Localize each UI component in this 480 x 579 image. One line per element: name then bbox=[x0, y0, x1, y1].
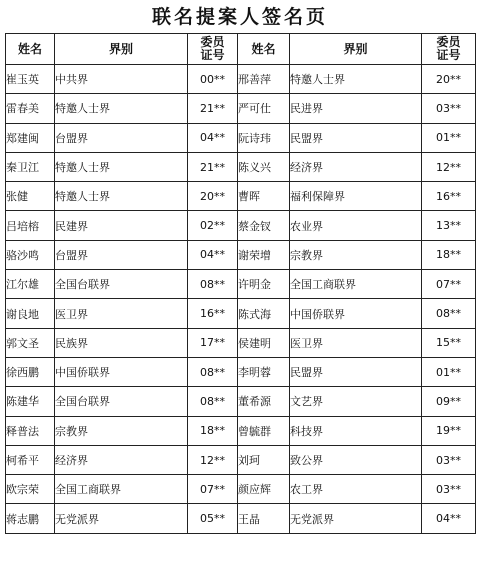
table-row bbox=[6, 328, 476, 357]
right-member-name-cell: 侯建明 bbox=[238, 328, 290, 357]
right-member-sector-cell: 民进界 bbox=[290, 94, 422, 123]
right-member-sector-cell: 中国侨联界 bbox=[290, 299, 422, 328]
left-member-name-cell: 张健 bbox=[6, 182, 55, 211]
table-row bbox=[6, 211, 476, 240]
right-member-sector-cell: 福利保障界 bbox=[290, 182, 422, 211]
right-member-name-cell: 蔡金钗 bbox=[238, 211, 290, 240]
left-member-name-cell: 崔玉英 bbox=[6, 65, 55, 94]
left-member-name-cell: 秦卫江 bbox=[6, 152, 55, 181]
right-member-name-cell: 严可仕 bbox=[238, 94, 290, 123]
right-member-name-cell: 颜应辉 bbox=[238, 475, 290, 504]
left-member-name-cell: 陈建华 bbox=[6, 387, 55, 416]
right-member-id-cell: 13** bbox=[422, 211, 476, 240]
right-member-id-cell: 03** bbox=[422, 475, 476, 504]
left-member-sector-cell: 全国工商联界 bbox=[55, 475, 188, 504]
left-member-name-cell: 吕培榕 bbox=[6, 211, 55, 240]
right-member-name-cell: 阮诗玮 bbox=[238, 123, 290, 152]
left-member-id-cell: 02** bbox=[188, 211, 238, 240]
right-member-name-cell: 曾毓群 bbox=[238, 416, 290, 445]
table-row bbox=[6, 94, 476, 123]
header-id-left bbox=[188, 34, 238, 65]
table-row bbox=[6, 299, 476, 328]
table-row bbox=[6, 387, 476, 416]
left-member-sector-cell: 医卫界 bbox=[55, 299, 188, 328]
right-member-name-cell: 曹晖 bbox=[238, 182, 290, 211]
table-row bbox=[6, 152, 476, 181]
right-member-sector-cell: 农业界 bbox=[290, 211, 422, 240]
right-member-id-cell: 07** bbox=[422, 270, 476, 299]
right-member-id-cell: 01** bbox=[422, 123, 476, 152]
left-member-id-cell: 07** bbox=[188, 475, 238, 504]
left-member-sector-cell: 中共界 bbox=[55, 65, 188, 94]
left-member-id-cell: 12** bbox=[188, 445, 238, 474]
table-row bbox=[6, 416, 476, 445]
left-member-id-cell: 21** bbox=[188, 152, 238, 181]
right-member-name-cell: 李明蓉 bbox=[238, 357, 290, 386]
right-member-sector-cell: 医卫界 bbox=[290, 328, 422, 357]
right-member-name-cell: 董希源 bbox=[238, 387, 290, 416]
signature-table bbox=[5, 33, 476, 534]
header-row bbox=[6, 34, 476, 65]
right-member-id-cell: 20** bbox=[422, 65, 476, 94]
table-row bbox=[6, 445, 476, 474]
right-member-sector-cell: 全国工商联界 bbox=[290, 270, 422, 299]
left-member-sector-cell: 民建界 bbox=[55, 211, 188, 240]
left-member-sector-cell: 台盟界 bbox=[55, 240, 188, 269]
right-member-id-cell: 15** bbox=[422, 328, 476, 357]
left-member-name-cell: 江尔雄 bbox=[6, 270, 55, 299]
left-member-sector-cell: 全国台联界 bbox=[55, 387, 188, 416]
right-member-id-cell: 03** bbox=[422, 445, 476, 474]
right-member-id-cell: 08** bbox=[422, 299, 476, 328]
header-id-line2: 证号 bbox=[200, 48, 225, 62]
left-member-id-cell: 08** bbox=[188, 270, 238, 299]
right-member-id-cell: 12** bbox=[422, 152, 476, 181]
left-member-name-cell: 柯希平 bbox=[6, 445, 55, 474]
left-member-sector-cell: 无党派界 bbox=[55, 504, 188, 533]
table-row bbox=[6, 240, 476, 269]
header-id-right bbox=[422, 34, 476, 65]
left-member-sector-cell: 经济界 bbox=[55, 445, 188, 474]
right-member-sector-cell: 宗教界 bbox=[290, 240, 422, 269]
right-member-id-cell: 04** bbox=[422, 504, 476, 533]
table-row bbox=[6, 270, 476, 299]
header-id-line2: 证号 bbox=[436, 48, 461, 62]
left-member-name-cell: 谢良地 bbox=[6, 299, 55, 328]
right-member-id-cell: 19** bbox=[422, 416, 476, 445]
left-member-sector-cell: 特邀人士界 bbox=[55, 94, 188, 123]
left-member-id-cell: 21** bbox=[188, 94, 238, 123]
table-row bbox=[6, 504, 476, 533]
left-member-id-cell: 04** bbox=[188, 123, 238, 152]
left-member-name-cell: 蒋志鹏 bbox=[6, 504, 55, 533]
right-member-sector-cell: 经济界 bbox=[290, 152, 422, 181]
left-member-sector-cell: 特邀人士界 bbox=[55, 152, 188, 181]
header-name-right: 姓名 bbox=[238, 34, 290, 65]
page-title: 联名提案人签名页 bbox=[151, 6, 328, 28]
right-member-id-cell: 16** bbox=[422, 182, 476, 211]
right-member-sector-cell: 致公界 bbox=[290, 445, 422, 474]
left-member-name-cell: 欧宗荣 bbox=[6, 475, 55, 504]
right-member-id-cell: 18** bbox=[422, 240, 476, 269]
right-member-name-cell: 许明金 bbox=[238, 270, 290, 299]
right-member-sector-cell: 民盟界 bbox=[290, 123, 422, 152]
table-row bbox=[6, 182, 476, 211]
left-member-id-cell: 00** bbox=[188, 65, 238, 94]
left-member-sector-cell: 特邀人士界 bbox=[55, 182, 188, 211]
table-row bbox=[6, 357, 476, 386]
header-name-left: 姓名 bbox=[6, 34, 55, 65]
right-member-name-cell: 王晶 bbox=[238, 504, 290, 533]
right-member-id-cell: 03** bbox=[422, 94, 476, 123]
left-member-sector-cell: 全国台联界 bbox=[55, 270, 188, 299]
right-member-id-cell: 01** bbox=[422, 357, 476, 386]
header-id-line1: 委员 bbox=[200, 35, 225, 49]
right-member-sector-cell: 农工界 bbox=[290, 475, 422, 504]
left-member-id-cell: 04** bbox=[188, 240, 238, 269]
left-member-id-cell: 08** bbox=[188, 357, 238, 386]
left-member-id-cell: 08** bbox=[188, 387, 238, 416]
left-member-sector-cell: 宗教界 bbox=[55, 416, 188, 445]
right-member-name-cell: 陈式海 bbox=[238, 299, 290, 328]
left-member-id-cell: 05** bbox=[188, 504, 238, 533]
left-member-id-cell: 17** bbox=[188, 328, 238, 357]
right-member-id-cell: 09** bbox=[422, 387, 476, 416]
left-member-id-cell: 16** bbox=[188, 299, 238, 328]
left-member-id-cell: 20** bbox=[188, 182, 238, 211]
right-member-sector-cell: 民盟界 bbox=[290, 357, 422, 386]
left-member-sector-cell: 中国侨联界 bbox=[55, 357, 188, 386]
right-member-sector-cell: 科技界 bbox=[290, 416, 422, 445]
right-member-name-cell: 邢善萍 bbox=[238, 65, 290, 94]
right-member-sector-cell: 文艺界 bbox=[290, 387, 422, 416]
right-member-name-cell: 陈义兴 bbox=[238, 152, 290, 181]
left-member-name-cell: 郑建闽 bbox=[6, 123, 55, 152]
left-member-name-cell: 雷春美 bbox=[6, 94, 55, 123]
left-member-id-cell: 18** bbox=[188, 416, 238, 445]
left-member-sector-cell: 台盟界 bbox=[55, 123, 188, 152]
header-sector-right: 界别 bbox=[290, 34, 422, 65]
table-row bbox=[6, 475, 476, 504]
header-sector-left: 界别 bbox=[55, 34, 188, 65]
left-member-name-cell: 徐西鹏 bbox=[6, 357, 55, 386]
header-id-line1: 委员 bbox=[436, 35, 461, 49]
right-member-name-cell: 刘珂 bbox=[238, 445, 290, 474]
left-member-sector-cell: 民族界 bbox=[55, 328, 188, 357]
right-member-name-cell: 谢荣增 bbox=[238, 240, 290, 269]
left-member-name-cell: 骆沙鸣 bbox=[6, 240, 55, 269]
left-member-name-cell: 郭文圣 bbox=[6, 328, 55, 357]
right-member-sector-cell: 无党派界 bbox=[290, 504, 422, 533]
left-member-name-cell: 释普法 bbox=[6, 416, 55, 445]
right-member-sector-cell: 特邀人士界 bbox=[290, 65, 422, 94]
table-row bbox=[6, 123, 476, 152]
table-row bbox=[6, 65, 476, 94]
